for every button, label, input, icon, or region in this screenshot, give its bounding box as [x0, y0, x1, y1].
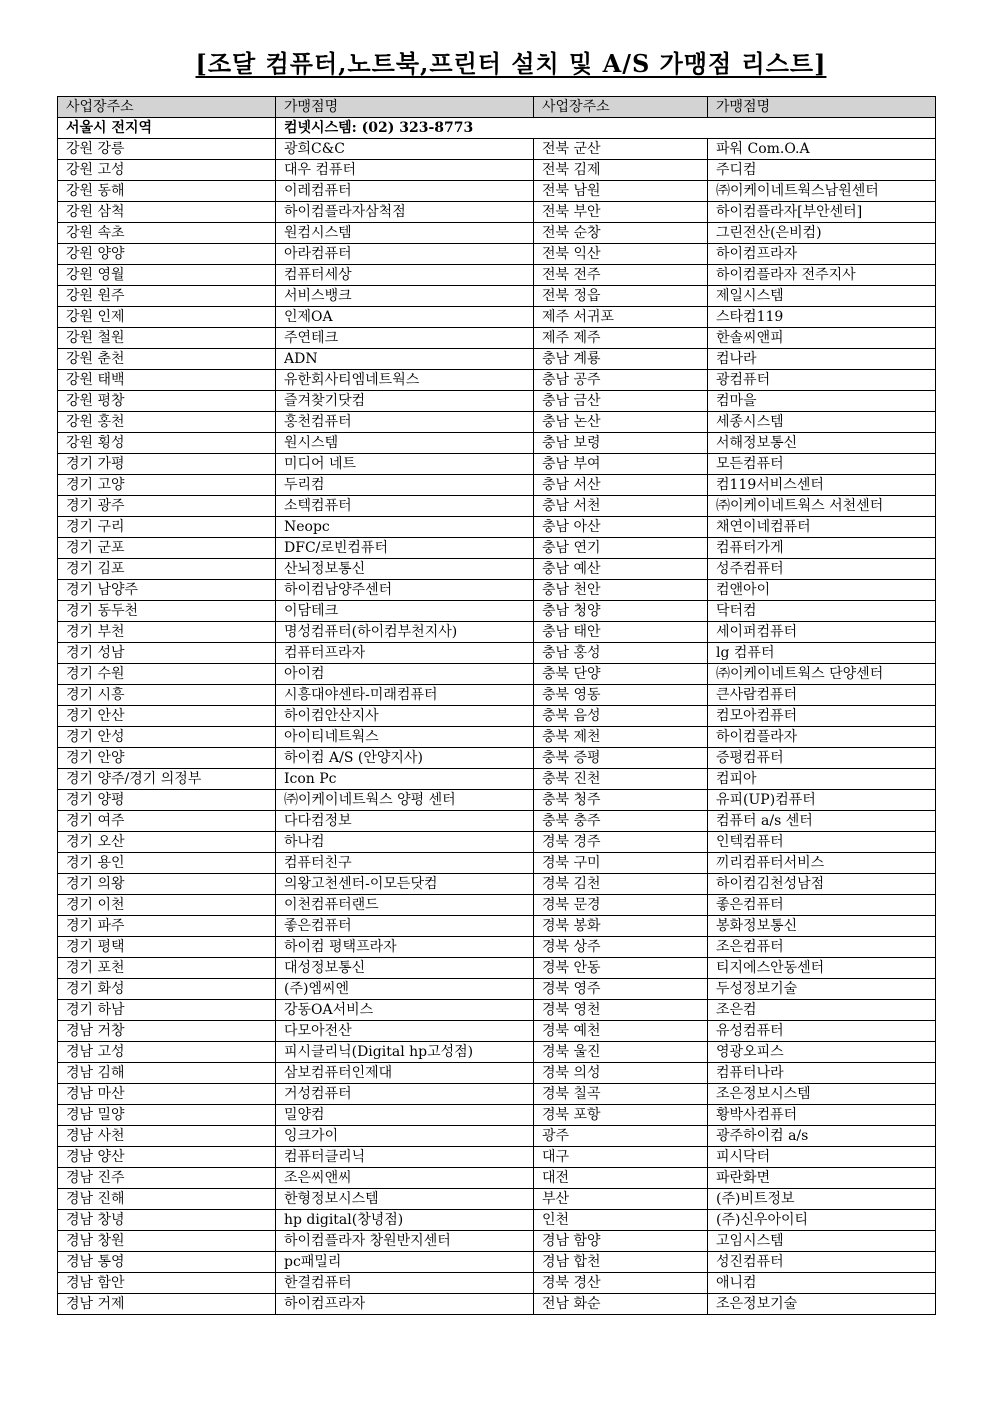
store-cell-right: 증평컴퓨터	[708, 748, 936, 769]
region-cell-right: 전북 순창	[534, 223, 708, 244]
region-cell-right: 경북 경주	[534, 832, 708, 853]
store-cell-right: 인텍컴퓨터	[708, 832, 936, 853]
region-cell-right: 경북 영주	[534, 979, 708, 1000]
region-cell-right: 경북 상주	[534, 937, 708, 958]
region-cell-left: 강원 동해	[58, 181, 276, 202]
region-cell-right: 충남 공주	[534, 370, 708, 391]
store-cell-right: 티지에스안동센터	[708, 958, 936, 979]
table-row	[58, 538, 936, 559]
table-row	[58, 265, 936, 286]
store-cell-right: 컴앤아이	[708, 580, 936, 601]
region-cell-left: 경기 안산	[58, 706, 276, 727]
region-cell-right: 경남 합천	[534, 1252, 708, 1273]
store-cell-right: 두성정보기술	[708, 979, 936, 1000]
region-cell-left: 경기 양평	[58, 790, 276, 811]
region-cell-right: 인천	[534, 1210, 708, 1231]
region-cell-left: 강원 홍천	[58, 412, 276, 433]
store-cell-left: 아이컴	[276, 664, 534, 685]
dealer-table	[57, 96, 936, 1315]
region-cell-right: 충남 아산	[534, 517, 708, 538]
table-row	[58, 1021, 936, 1042]
region-cell-right: 제주 서귀포	[534, 307, 708, 328]
region-cell-left: 강원 속초	[58, 223, 276, 244]
store-cell-right: 세종시스템	[708, 412, 936, 433]
store-cell-right: 컴퓨터 a/s 센터	[708, 811, 936, 832]
store-cell-right: 좋은컴퓨터	[708, 895, 936, 916]
region-cell-right: 충남 논산	[534, 412, 708, 433]
region-cell-left: 강원 평창	[58, 391, 276, 412]
store-cell-left: 산뇌정보통신	[276, 559, 534, 580]
region-cell-right: 충남 서천	[534, 496, 708, 517]
table-row	[58, 160, 936, 181]
store-cell-right: 컴피아	[708, 769, 936, 790]
region-cell-left: 경남 창녕	[58, 1210, 276, 1231]
store-cell-left: 하이컴플라자삼척점	[276, 202, 534, 223]
store-cell-left: ADN	[276, 349, 534, 370]
table-row	[58, 622, 936, 643]
region-cell-left: 경남 김해	[58, 1063, 276, 1084]
table-row	[58, 1042, 936, 1063]
table-row	[58, 832, 936, 853]
region-cell-left: 경기 오산	[58, 832, 276, 853]
table-row	[58, 139, 936, 160]
store-cell-left: 피시클리닉(Digital hp고성점)	[276, 1042, 534, 1063]
store-cell-left: 서비스뱅크	[276, 286, 534, 307]
region-cell-right: 전북 군산	[534, 139, 708, 160]
region-cell-left: 경남 고성	[58, 1042, 276, 1063]
store-cell-right: 조은컴	[708, 1000, 936, 1021]
table-row	[58, 1273, 936, 1294]
region-cell-right: 충남 계룡	[534, 349, 708, 370]
store-cell-right: 컴나라	[708, 349, 936, 370]
region-cell-left: 강원 강릉	[58, 139, 276, 160]
region-cell-right: 경북 봉화	[534, 916, 708, 937]
table-row	[58, 454, 936, 475]
region-cell-left: 강원 영월	[58, 265, 276, 286]
region-cell-left: 경기 성남	[58, 643, 276, 664]
store-cell-left: pc패밀리	[276, 1252, 534, 1273]
region-cell-left: 경남 거제	[58, 1294, 276, 1315]
table-row	[58, 517, 936, 538]
region-cell-left: 경기 이천	[58, 895, 276, 916]
store-cell-right: 조은정보기술	[708, 1294, 936, 1315]
region-cell-right: 전남 화순	[534, 1294, 708, 1315]
table-row	[58, 244, 936, 265]
region-cell-right: 광주	[534, 1126, 708, 1147]
region-cell-right: 충남 보령	[534, 433, 708, 454]
region-cell-left: 경남 거창	[58, 1021, 276, 1042]
table-row	[58, 1231, 936, 1252]
store-cell-left: 다모아전산	[276, 1021, 534, 1042]
table-row	[58, 601, 936, 622]
store-cell-right: 유성컴퓨터	[708, 1021, 936, 1042]
store-cell-left: 밀양컴	[276, 1105, 534, 1126]
store-cell-right: 하이컴플라자	[708, 727, 936, 748]
table-row	[58, 1000, 936, 1021]
store-cell-right: 조은정보시스템	[708, 1084, 936, 1105]
table-row	[58, 580, 936, 601]
region-cell-left: 경기 용인	[58, 853, 276, 874]
region-cell-right: 충북 음성	[534, 706, 708, 727]
store-cell-right: 컴퓨터가게	[708, 538, 936, 559]
store-cell-right: 성주컴퓨터	[708, 559, 936, 580]
region-cell-left: 경기 부천	[58, 622, 276, 643]
region-cell-right: 대구	[534, 1147, 708, 1168]
store-cell-right: 모든컴퓨터	[708, 454, 936, 475]
store-cell-left: 광희C&C	[276, 139, 534, 160]
store-cell-left: 하이컴플라자 창원반지센터	[276, 1231, 534, 1252]
table-row	[58, 790, 936, 811]
store-cell-right: 하이컴프라자	[708, 244, 936, 265]
store-cell-left: Icon Pc	[276, 769, 534, 790]
region-cell-right: 충남 청양	[534, 601, 708, 622]
table-row	[58, 328, 936, 349]
region-cell-left: 강원 춘천	[58, 349, 276, 370]
store-cell-right: 봉화정보통신	[708, 916, 936, 937]
store-cell-right: 제일시스템	[708, 286, 936, 307]
region-cell-right: 전북 익산	[534, 244, 708, 265]
store-cell-left: 컴퓨터프라자	[276, 643, 534, 664]
store-cell-left: 조은씨앤씨	[276, 1168, 534, 1189]
store-cell-right: 끼리컴퓨터서비스	[708, 853, 936, 874]
table-row	[58, 286, 936, 307]
region-cell-left: 경기 시흥	[58, 685, 276, 706]
table-row	[58, 727, 936, 748]
region-cell-left: 경남 마산	[58, 1084, 276, 1105]
store-cell-right: (주)신우아이티	[708, 1210, 936, 1231]
store-cell-left: 강동OA서비스	[276, 1000, 534, 1021]
table-row	[58, 181, 936, 202]
region-cell-left: 경기 김포	[58, 559, 276, 580]
store-cell-right: 채연이네컴퓨터	[708, 517, 936, 538]
table-row	[58, 1189, 936, 1210]
region-cell-left: 경기 동두천	[58, 601, 276, 622]
store-cell-left: 다다컴정보	[276, 811, 534, 832]
region-cell-left: 강원 고성	[58, 160, 276, 181]
store-cell-left: 아라컴퓨터	[276, 244, 534, 265]
store-cell-left: 하이컴안산지사	[276, 706, 534, 727]
store-cell-right: 그린전산(은비컴)	[708, 223, 936, 244]
region-cell-left: 경기 의왕	[58, 874, 276, 895]
region-cell-left: 경기 여주	[58, 811, 276, 832]
region-cell-right: 부산	[534, 1189, 708, 1210]
region-cell-right: 충북 제천	[534, 727, 708, 748]
region-cell-right: 전북 부안	[534, 202, 708, 223]
region-cell-right: 전북 김제	[534, 160, 708, 181]
region-cell-left: 경기 수원	[58, 664, 276, 685]
table-row	[58, 706, 936, 727]
header-address-2: 사업장주소	[534, 97, 708, 118]
region-cell-left: 경남 진주	[58, 1168, 276, 1189]
table-row	[58, 685, 936, 706]
store-cell-left: 인제OA	[276, 307, 534, 328]
region-cell-right: 경북 문경	[534, 895, 708, 916]
store-cell-left: 의왕고천센터-이모든닷컴	[276, 874, 534, 895]
region-cell-left: 경기 가평	[58, 454, 276, 475]
store-cell-right: 하이컴김천성남점	[708, 874, 936, 895]
region-cell-right: 대전	[534, 1168, 708, 1189]
table-row	[58, 412, 936, 433]
store-cell-right: lg 컴퓨터	[708, 643, 936, 664]
table-row	[58, 1210, 936, 1231]
store-cell-right: 애니컴	[708, 1273, 936, 1294]
store-cell-right: 컴119서비스센터	[708, 475, 936, 496]
store-cell-left: 미디어 네트	[276, 454, 534, 475]
region-cell-right: 경북 칠곡	[534, 1084, 708, 1105]
region-cell-left: 경기 화성	[58, 979, 276, 1000]
region-cell-right: 충남 연기	[534, 538, 708, 559]
region-cell-left: 강원 태백	[58, 370, 276, 391]
region-cell-right: 경북 경산	[534, 1273, 708, 1294]
table-row	[58, 853, 936, 874]
table-row	[58, 370, 936, 391]
store-cell-left: 컴퓨터친구	[276, 853, 534, 874]
region-cell-right: 충북 영동	[534, 685, 708, 706]
store-cell-left: DFC/로빈컴퓨터	[276, 538, 534, 559]
store-cell-left: 한결컴퓨터	[276, 1273, 534, 1294]
store-cell-left: 명성컴퓨터(하이컴부천지사)	[276, 622, 534, 643]
table-row	[58, 1063, 936, 1084]
region-cell-left: 강원 인제	[58, 307, 276, 328]
store-cell-right: 닥터컴	[708, 601, 936, 622]
region-cell-right: 전북 전주	[534, 265, 708, 286]
region-cell-right: 경북 울진	[534, 1042, 708, 1063]
table-row	[58, 937, 936, 958]
table-row	[58, 748, 936, 769]
store-cell-right: 컴모아컴퓨터	[708, 706, 936, 727]
region-cell-right: 충남 태안	[534, 622, 708, 643]
region-cell-left: 강원 횡성	[58, 433, 276, 454]
header-store-2: 가맹점명	[708, 97, 936, 118]
store-cell-left: Neopc	[276, 517, 534, 538]
region-cell-right: 경북 김천	[534, 874, 708, 895]
store-cell-right: ㈜이케이네트웍스남원센터	[708, 181, 936, 202]
store-cell-right: 영광오피스	[708, 1042, 936, 1063]
region-cell-right: 충남 천안	[534, 580, 708, 601]
region-cell-left: 경남 진해	[58, 1189, 276, 1210]
store-cell-right: ㈜이케이네트웍스 단양센터	[708, 664, 936, 685]
store-cell-right: 광주하이컴 a/s	[708, 1126, 936, 1147]
header-store-1: 가맹점명	[276, 97, 534, 118]
region-cell-right: 제주 제주	[534, 328, 708, 349]
store-cell-left: 홍천컴퓨터	[276, 412, 534, 433]
region-cell-left: 경기 군포	[58, 538, 276, 559]
region-cell-left: 경남 함안	[58, 1273, 276, 1294]
region-cell-left: 경기 평택	[58, 937, 276, 958]
store-cell-right: 광컴퓨터	[708, 370, 936, 391]
table-row	[58, 895, 936, 916]
table-row	[58, 979, 936, 1000]
region-cell-left: 경남 창원	[58, 1231, 276, 1252]
store-cell-left: 하이컴남양주센터	[276, 580, 534, 601]
region-cell-right: 충북 충주	[534, 811, 708, 832]
store-cell-right: 컴마을	[708, 391, 936, 412]
region-cell-right: 경북 의성	[534, 1063, 708, 1084]
store-cell-left: 아이티네트웍스	[276, 727, 534, 748]
region-cell-right: 충북 진천	[534, 769, 708, 790]
table-row	[58, 433, 936, 454]
store-cell-left: 소텍컴퓨터	[276, 496, 534, 517]
store-cell-right: 세이퍼컴퓨터	[708, 622, 936, 643]
table-row	[58, 1294, 936, 1315]
store-cell-right: 서해정보통신	[708, 433, 936, 454]
region-cell-right: 전북 정읍	[534, 286, 708, 307]
store-cell-left: 하이컴 평택프라자	[276, 937, 534, 958]
table-row	[58, 1168, 936, 1189]
store-cell-right: ㈜이케이네트웍스 서천센터	[708, 496, 936, 517]
region-cell-right: 경북 영천	[534, 1000, 708, 1021]
region-cell-left: 경남 통영	[58, 1252, 276, 1273]
table-row	[58, 1126, 936, 1147]
table-row	[58, 202, 936, 223]
store-cell-left: 컴퓨터세상	[276, 265, 534, 286]
region-cell-left: 강원 삼척	[58, 202, 276, 223]
table-row	[58, 1252, 936, 1273]
region-cell-right: 충남 부여	[534, 454, 708, 475]
seoul-row	[58, 118, 936, 139]
region-cell-left: 경기 양주/경기 의정부	[58, 769, 276, 790]
store-cell-left: 원컴시스템	[276, 223, 534, 244]
store-cell-left: 원시스템	[276, 433, 534, 454]
store-cell-right: 하이컴플라자[부안센터]	[708, 202, 936, 223]
table-row	[58, 307, 936, 328]
table-row	[58, 958, 936, 979]
store-cell-left: 이천컴퓨터랜드	[276, 895, 534, 916]
table-row	[58, 1147, 936, 1168]
region-cell-right: 충북 청주	[534, 790, 708, 811]
store-cell-left: 유한회사티엠네트웍스	[276, 370, 534, 391]
region-cell-right: 경북 포항	[534, 1105, 708, 1126]
region-cell-right: 충남 예산	[534, 559, 708, 580]
table-row	[58, 769, 936, 790]
region-cell-left: 경기 고양	[58, 475, 276, 496]
store-cell-left: 시흥대야센타-미래컴퓨터	[276, 685, 534, 706]
store-cell-right: 주디컴	[708, 160, 936, 181]
table-row	[58, 664, 936, 685]
seoul-region: 서울시 전지역	[58, 118, 276, 139]
store-cell-left: 이담테크	[276, 601, 534, 622]
region-cell-right: 충남 홍성	[534, 643, 708, 664]
region-cell-right: 충남 서산	[534, 475, 708, 496]
table-row	[58, 223, 936, 244]
store-cell-right: 유피(UP)컴퓨터	[708, 790, 936, 811]
store-cell-left: (주)엠씨엔	[276, 979, 534, 1000]
region-cell-left: 경기 구리	[58, 517, 276, 538]
table-row	[58, 1105, 936, 1126]
store-cell-left: ㈜이케이네트웍스 양평 센터	[276, 790, 534, 811]
store-cell-left: 대우 컴퓨터	[276, 160, 534, 181]
store-cell-right: 성진컴퓨터	[708, 1252, 936, 1273]
store-cell-left: 하이컴프라자	[276, 1294, 534, 1315]
store-cell-left: 삼보컴퓨터인제대	[276, 1063, 534, 1084]
store-cell-left: 이레컴퓨터	[276, 181, 534, 202]
store-cell-left: 두리컴	[276, 475, 534, 496]
store-cell-left: 하이컴 A/S (안양지사)	[276, 748, 534, 769]
store-cell-right: 파란화면	[708, 1168, 936, 1189]
store-cell-right: 하이컴플라자 전주지사	[708, 265, 936, 286]
store-cell-left: 대성정보통신	[276, 958, 534, 979]
table-row	[58, 559, 936, 580]
region-cell-left: 경기 파주	[58, 916, 276, 937]
region-cell-left: 경기 안성	[58, 727, 276, 748]
region-cell-left: 경남 밀양	[58, 1105, 276, 1126]
region-cell-left: 경기 포천	[58, 958, 276, 979]
store-cell-left: hp digital(창녕점)	[276, 1210, 534, 1231]
region-cell-right: 경남 함양	[534, 1231, 708, 1252]
store-cell-left: 거성컴퓨터	[276, 1084, 534, 1105]
store-cell-right: 황박사컴퓨터	[708, 1105, 936, 1126]
region-cell-right: 경북 안동	[534, 958, 708, 979]
store-cell-right: 한솔씨앤피	[708, 328, 936, 349]
table-row	[58, 391, 936, 412]
table-row	[58, 1084, 936, 1105]
region-cell-left: 강원 원주	[58, 286, 276, 307]
table-row	[58, 349, 936, 370]
table-row	[58, 874, 936, 895]
table-row	[58, 643, 936, 664]
region-cell-left: 강원 철원	[58, 328, 276, 349]
table-header-row	[58, 97, 936, 118]
store-cell-right: 피시닥터	[708, 1147, 936, 1168]
store-cell-left: 컴퓨터클리닉	[276, 1147, 534, 1168]
store-cell-right: 스타컴119	[708, 307, 936, 328]
page-title: [조달 컴퓨터,노트북,프린터 설치 및 A/S 가맹점 리스트]	[195, 49, 827, 78]
region-cell-left: 경남 양산	[58, 1147, 276, 1168]
region-cell-left: 경남 사천	[58, 1126, 276, 1147]
region-cell-right: 충북 단양	[534, 664, 708, 685]
region-cell-left: 경기 안양	[58, 748, 276, 769]
store-cell-right: 파워 Com.O.A	[708, 139, 936, 160]
store-cell-left: 주연테크	[276, 328, 534, 349]
store-cell-right: 큰사람컴퓨터	[708, 685, 936, 706]
table-row	[58, 916, 936, 937]
table-row	[58, 496, 936, 517]
store-cell-right: 고임시스템	[708, 1231, 936, 1252]
store-cell-left: 즐겨찾기닷컴	[276, 391, 534, 412]
region-cell-right: 충북 증평	[534, 748, 708, 769]
region-cell-right: 경북 구미	[534, 853, 708, 874]
region-cell-left: 경기 하남	[58, 1000, 276, 1021]
table-row	[58, 475, 936, 496]
region-cell-left: 경기 광주	[58, 496, 276, 517]
store-cell-right: (주)비트정보	[708, 1189, 936, 1210]
header-address-1: 사업장주소	[58, 97, 276, 118]
region-cell-left: 강원 양양	[58, 244, 276, 265]
region-cell-right: 전북 남원	[534, 181, 708, 202]
store-cell-right: 컴퓨터나라	[708, 1063, 936, 1084]
store-cell-left: 한형정보시스템	[276, 1189, 534, 1210]
table-row	[58, 811, 936, 832]
region-cell-right: 경북 예천	[534, 1021, 708, 1042]
store-cell-left: 하나컴	[276, 832, 534, 853]
seoul-store: 컴넷시스템: (02) 323-8773	[276, 118, 936, 139]
store-cell-left: 잉크가이	[276, 1126, 534, 1147]
region-cell-right: 충남 금산	[534, 391, 708, 412]
region-cell-left: 경기 남양주	[58, 580, 276, 601]
store-cell-left: 좋은컴퓨터	[276, 916, 534, 937]
store-cell-right: 조은컴퓨터	[708, 937, 936, 958]
